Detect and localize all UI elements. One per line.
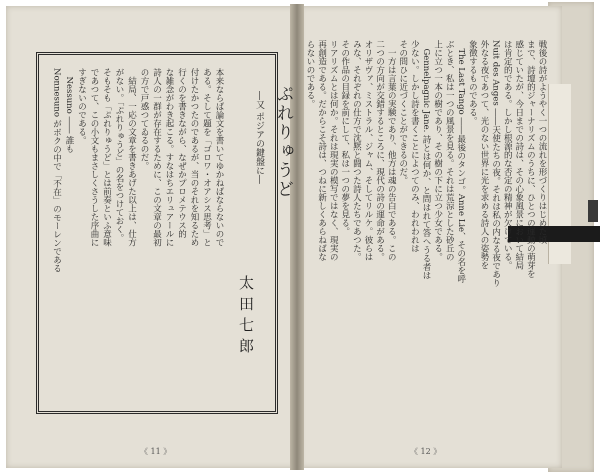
body-column: 少ない。しかし詩を書くことによつてのみ、われわれは — [409, 40, 420, 253]
body-column: そもそも「ぷれりゅうど」とは前奏といふ意味 — [101, 68, 112, 247]
body-column: らないのである。 — [305, 40, 315, 108]
body-column: オリザヴァ、ミストラル、ジャム、そしてリルケ。彼らは — [363, 40, 373, 261]
body-column: ぶとき、私は一つの風景を見る。それは荒涼とした砂丘の — [444, 40, 455, 261]
body-column: まで、詩壇的ジャーナリズムのうちに、ひとつの運動の萌芽を — [525, 40, 536, 278]
body-column: 二つの方向が交錯するところに、現代の詩の運命がある。 — [374, 40, 385, 261]
body-column: 詩人の一群が存在するために、この文章の最初 — [151, 68, 162, 247]
body-column: その作品の目録を前にして、私は一つの夢を見る。 — [339, 40, 350, 236]
body-column: 付けたかつたのであるが、当のそれを知るため — [189, 68, 199, 247]
body-column: Nessuno ―― 誰も — [64, 68, 74, 154]
body-column: 上に立つ一本の樹であり、その樹の下に立つ少女である。 — [432, 40, 443, 261]
left-folio: 《 11 》 — [140, 447, 172, 456]
body-column: 結局、一応の文章を書きあげた以上は、仕方 — [126, 68, 137, 247]
body-column: Nuit des Anges ――天使たちの夜。それは私の内なる夜であり — [490, 40, 501, 287]
article-subtitle: ―又 ポジアの鍵盤に― — [254, 91, 264, 184]
edge-mark — [588, 200, 598, 222]
body-column: 再創造である。だからこそ詩は、つねに新しくあらねばな — [316, 40, 327, 261]
body-column: は肯定的である。しかし根源的な否定の精神が欠けている。 — [502, 40, 513, 270]
body-column: 外なる夜であつて、光のない世界に光を求める詩人の姿勢を — [479, 40, 489, 270]
right-folio: 《 12 》 — [410, 447, 442, 456]
body-column: 戦後の詩がようやく一つの流れを形づくりはじめた頃 — [537, 40, 547, 244]
body-column: 本来ならば論文を書いてゆかねばならないので — [214, 68, 224, 247]
body-column: Nonnesuno がボクの中で「不在」のモーレンである — [51, 68, 62, 273]
body-column: 感じていたが、今日までの詩は、その心象風景において結局 — [513, 40, 524, 270]
article-title: ぷれりゅうど — [273, 85, 293, 199]
article-author: 太田七郎 — [237, 275, 255, 359]
body-column: がない。「ぷれりゅうど」の名をつけておく。 — [114, 68, 124, 243]
body-column: リアリズムとは何か。それは現実の模写ではなく、現実の — [328, 40, 339, 261]
body-column: すぎないのである。 — [76, 68, 87, 145]
body-column: ある。そして題を「ゴロワ・オアシス思考」と — [201, 68, 212, 247]
body-column: The Last Tango ――最後のタンゴ。Anne Lie、その名を呼 — [455, 40, 466, 284]
body-column: Gennelpagnic Jane. 詩とは何か、と問はれて答へうる者は — [421, 40, 431, 280]
body-column: 象徴するものである。 — [467, 40, 478, 125]
body-column: その問ひに近づくことができるのだ。 — [397, 40, 408, 185]
body-column: 行くのを書きながら、なぜかプロメテウス的 — [176, 68, 187, 238]
body-column: 一方は言葉の実験であり、他方は魂の告白である。この — [386, 40, 397, 261]
body-column: の方で戸惑つてゐるのだ。 — [139, 68, 149, 170]
body-column: であつて、この小文もまさしくさうした序曲に — [89, 68, 99, 247]
body-column: な雑念がわき起こる。すなはちエリュアールに — [164, 68, 174, 247]
body-column: みな、それぞれの仕方で沈黙と闘つた詩人たちであつた。 — [351, 40, 362, 261]
